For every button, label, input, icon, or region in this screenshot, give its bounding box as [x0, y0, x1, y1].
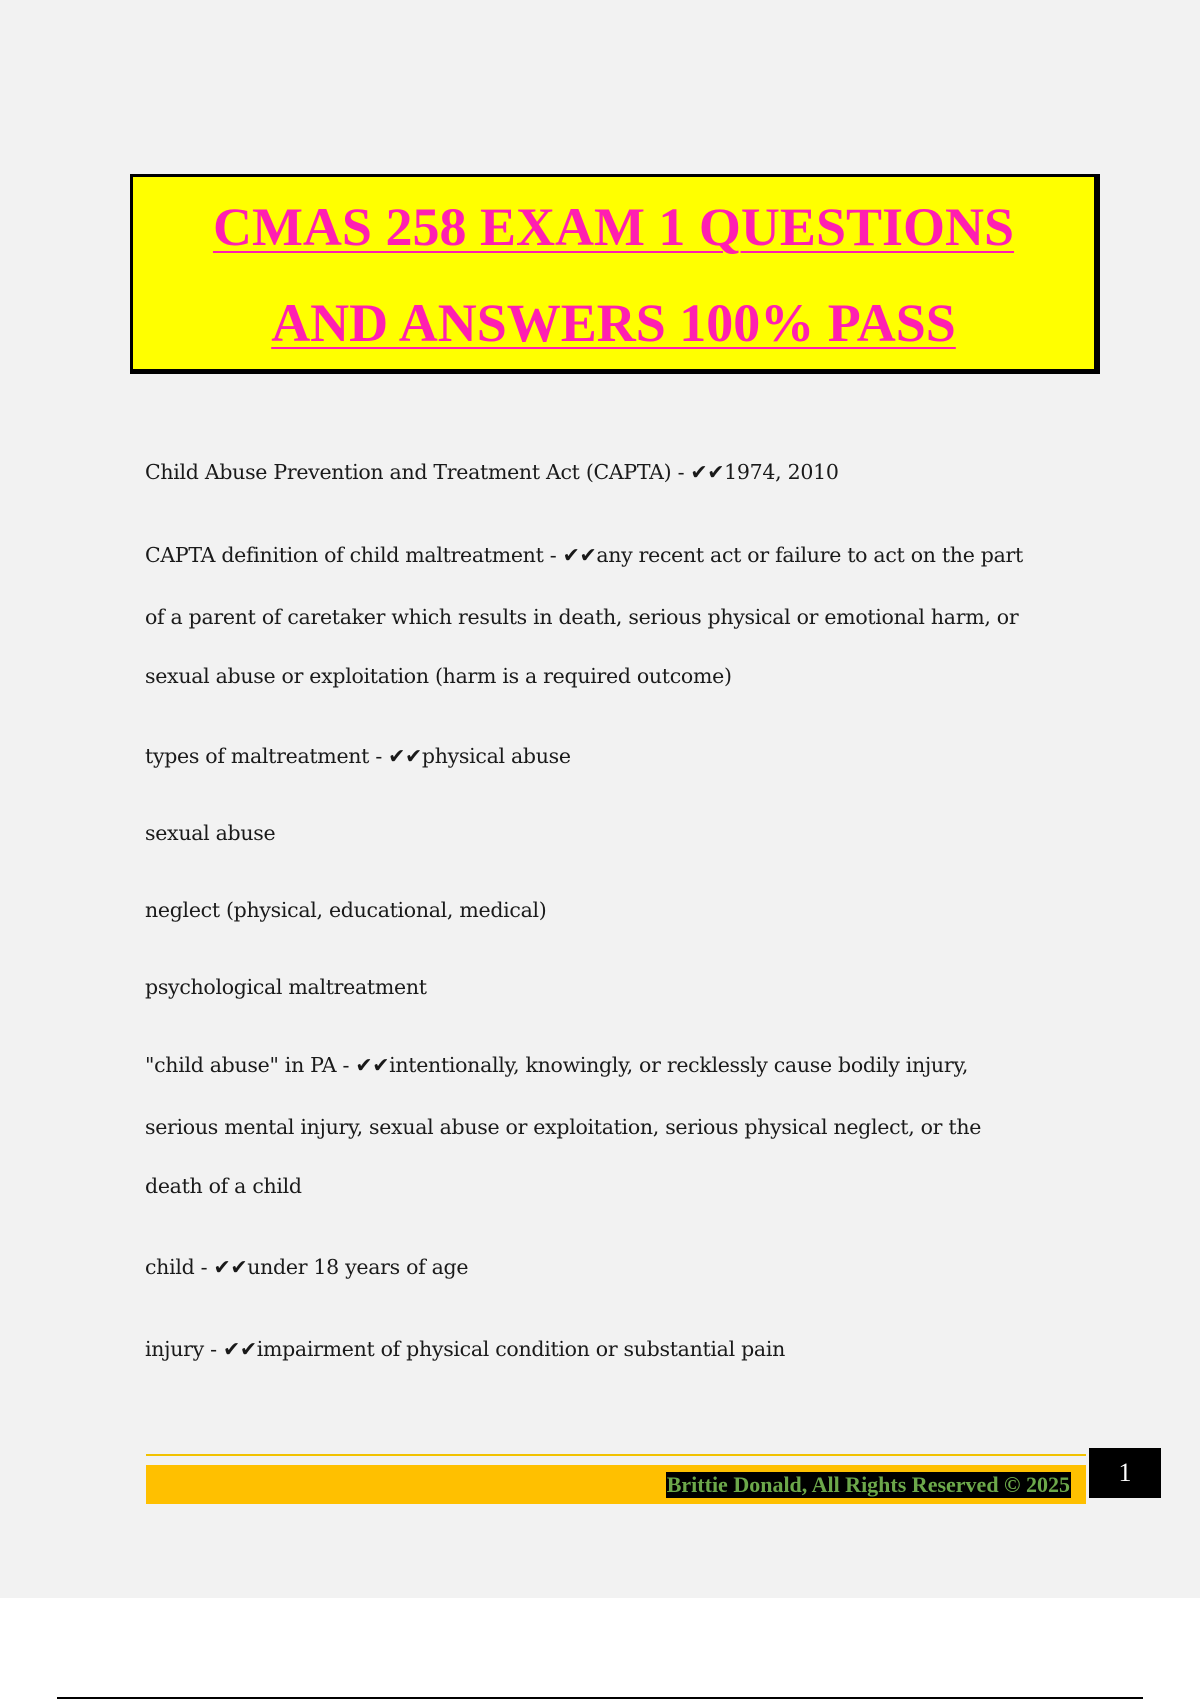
page-number: 1 [1089, 1448, 1161, 1498]
footer-bar [146, 1465, 1086, 1504]
paragraph-child: child - ✔✔under 18 years of age [145, 1255, 469, 1279]
title-line-2: AND ANSWERS 100% PASS [271, 293, 956, 353]
paragraph-psychological: psychological maltreatment [145, 975, 427, 999]
paragraph-capta-definition-cont: of a parent of caretaker which results in death, serious physical or emotional harm, or [145, 605, 1019, 629]
paragraph-child-abuse-pa-cont: serious mental injury, sexual abuse or exploitation, serious physical neglect, or the [145, 1115, 982, 1139]
title-banner [130, 174, 1100, 374]
paragraph-child-abuse-pa: "child abuse" in PA - ✔✔intentionally, knowingly, or recklessly cause bodily injury, [145, 1053, 969, 1077]
paragraph-injury: injury - ✔✔impairment of physical condition or substantial pain [145, 1337, 785, 1361]
paragraph-sexual-abuse: sexual abuse [145, 821, 276, 845]
paragraph-child-abuse-pa-end: death of a child [145, 1174, 302, 1198]
paragraph-capta: Child Abuse Prevention and Treatment Act (CAPTA) - ✔✔1974, 2010 [145, 460, 839, 484]
paragraph-types-of-maltreatment: types of maltreatment - ✔✔physical abuse [145, 744, 571, 768]
title-line-1: CMAS 258 EXAM 1 QUESTIONS [212, 197, 1015, 257]
next-page-divider [57, 1697, 1143, 1699]
paragraph-neglect: neglect (physical, educational, medical) [145, 898, 547, 922]
paragraph-capta-definition: CAPTA definition of child maltreatment - ✔✔any recent act or failure to act on the part [145, 543, 1023, 567]
paragraph-capta-definition-end: sexual abuse or exploitation (harm is a required outcome) [145, 664, 732, 688]
footer-copyright: Brittie Donald, All Rights Reserved © 2025 [666, 1472, 1070, 1497]
footer-divider [146, 1454, 1086, 1456]
